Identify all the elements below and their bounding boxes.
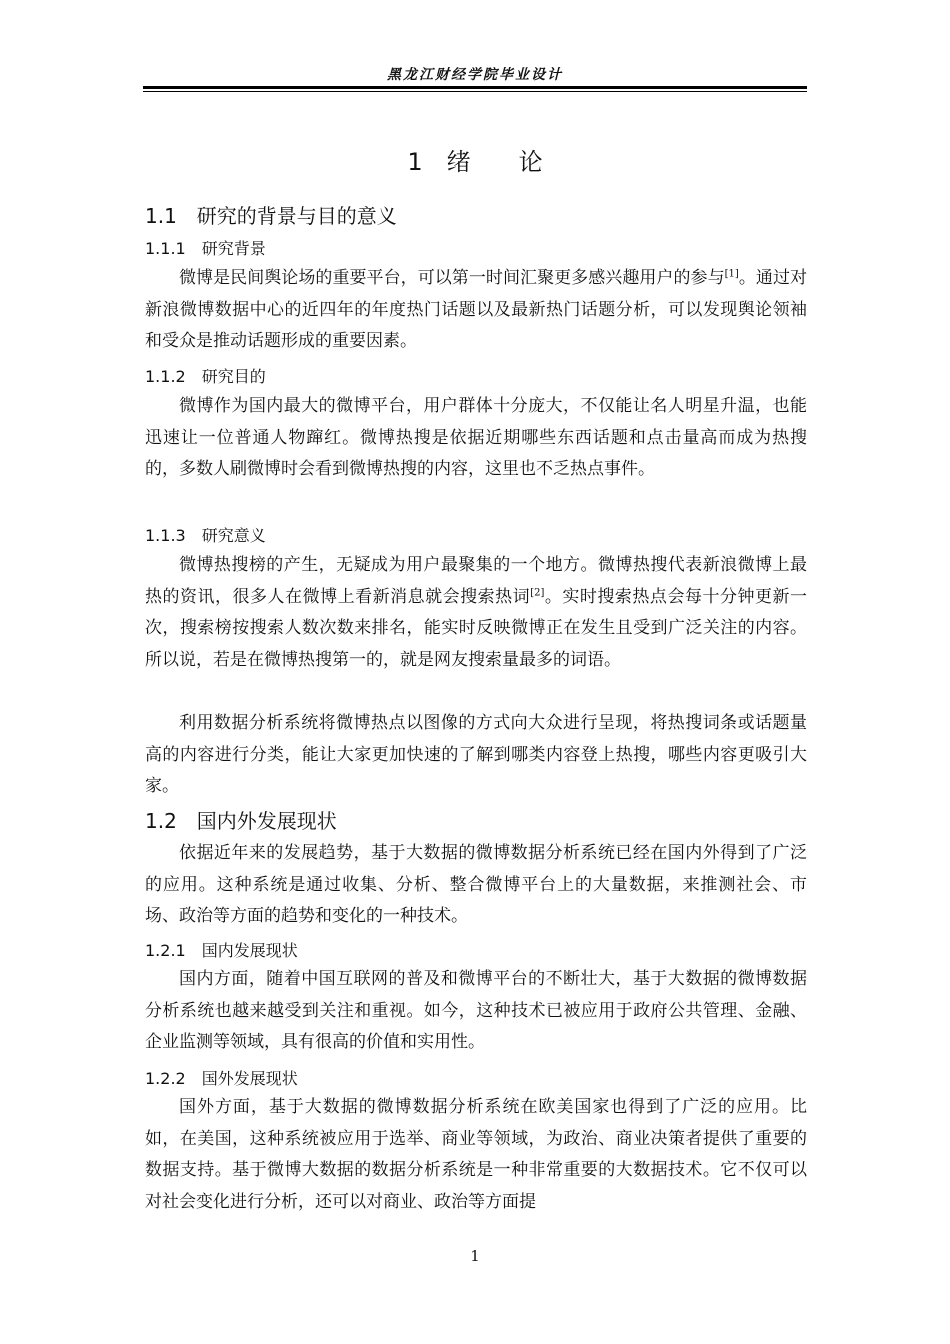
page-number: 1 [470,1247,480,1265]
paragraph-background [145,263,807,358]
header-rule-thin [143,91,807,92]
section-heading-1-1: 1.1 研究的背景与目的意义 [145,204,397,228]
paragraph-text: 微博热搜榜的产生，无疑成为用户最聚集的一个地方。微博热搜代表新浪微博上最热的资讯，很多人在微博上看新消息就会搜索热词 [145,555,807,607]
header-rule-thick [143,86,807,89]
subsection-heading-1-2-1: 1.2.1 国内发展现状 [145,941,298,960]
paragraph-domestic-status: 国内方面，随着中国互联网的普及和微博平台的不断壮大，基于大数据的微博数据分析系统也越来越受到关注和重视。如今，这种技术已被应用于政府公共管理、金融、企业监测等领域，具有很高的价值和实用性。 [145,969,807,1052]
subsection-heading-1-1-2: 1.1.2 研究目的 [145,367,266,386]
paragraph-text: 。实时搜索热点会每十分钟更新一次，搜索榜按搜索人数次数来排名，能实时反映微博正在发生且受到广泛关注的内容。所以说，若是在微博热搜第一的，就是网友搜索量最多的词语。 [145,586,808,670]
paragraph-foreign-status: 国外方面，基于大数据的微博数据分析系统在欧美国家也得到了广泛的应用。比如，在美国，这种系统被应用于选举、商业等领域，为政治、商业决策者提供了重要的数据支持。基于微博大数据的数据分析系统是一种非常重要的大数据技术。它不仅可以对社会变化进行分析，还可以对商业、政治等方面提 [145,1097,807,1212]
paragraph-status-overview: 依据近年来的发展趋势，基于大数据的微博数据分析系统已经在国内外得到了广泛的应用。这种系统是通过收集、分析、整合微博平台上的大量数据，来推测社会、市场、政治等方面的趋势和变化的一种技术。 [145,843,807,926]
paragraph-text: 微博是民间舆论场的重要平台，可以第一时间汇聚更多感兴趣用户的参与 [179,268,725,288]
citation-ref-2: [2] [530,586,545,598]
running-header: 黑龙江财经学院毕业设计 [387,67,563,83]
subsection-heading-1-2-2: 1.2.2 国外发展现状 [145,1069,298,1088]
section-heading-1-2: 1.2 国内外发展现状 [145,809,337,833]
chapter-title: 1 绪 论 [407,148,543,176]
paragraph-significance-1 [145,550,807,676]
paragraph-text: 。通过对新浪微博数据中心的近四年的年度热门话题以及最新热门话题分析，可以发现舆论领袖和受众是推动话题形成的重要因素。 [145,268,807,351]
citation-ref-1: [1] [724,268,739,280]
paragraph-significance-2: 利用数据分析系统将微博热点以图像的方式向大众进行呈现，将热搜词条或话题量高的内容进行分类，能让大家更加快速的了解到哪类内容登上热搜，哪些内容更吸引大家。 [145,713,807,796]
subsection-heading-1-1-3: 1.1.3 研究意义 [145,526,266,545]
subsection-heading-1-1-1: 1.1.1 研究背景 [145,239,266,258]
paragraph-purpose: 微博作为国内最大的微博平台，用户群体十分庞大，不仅能让名人明星升温，也能迅速让一位普通人物蹿红。微博热搜是依据近期哪些东西话题和点击量高而成为热搜的，多数人刷微博时会看到微博热搜的内容，这里也不乏热点事件。 [145,396,807,479]
